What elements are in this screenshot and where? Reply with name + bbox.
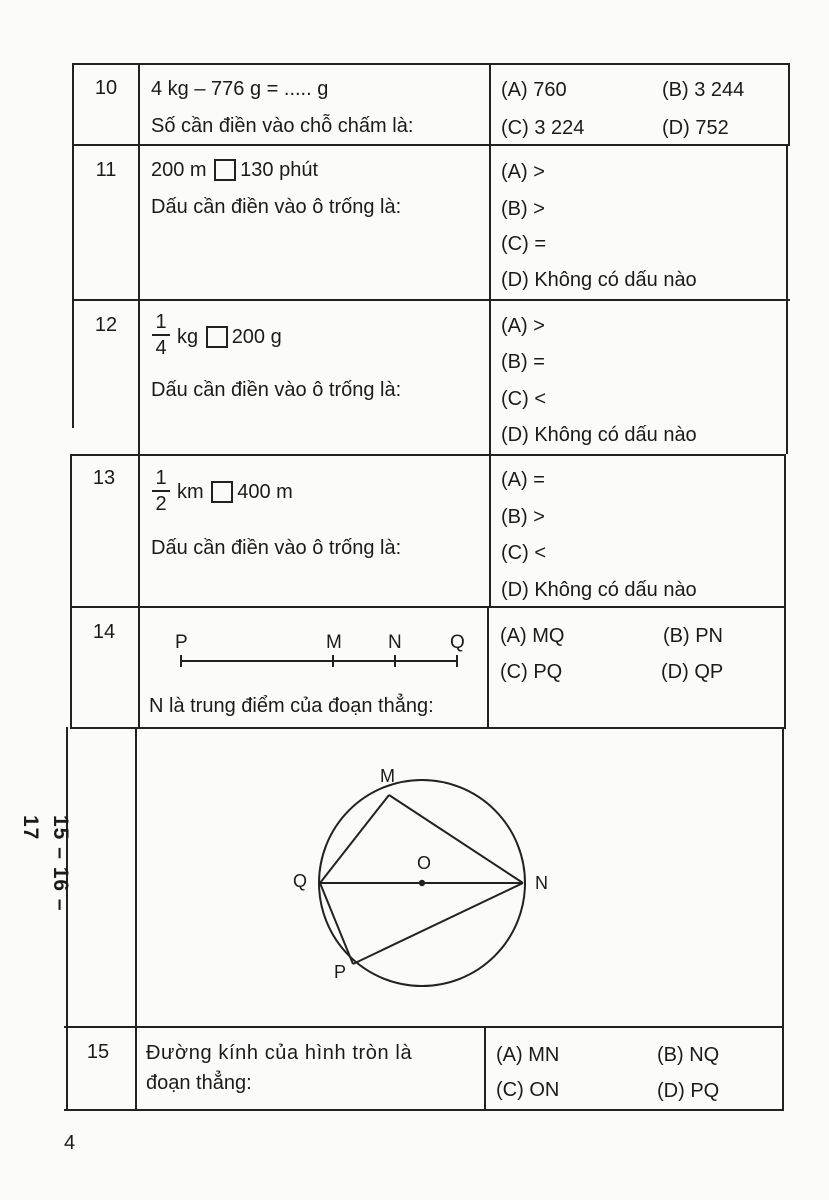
table-border: [72, 299, 790, 301]
option-c: (C) ON: [496, 1079, 560, 1101]
table-border: [788, 63, 790, 145]
table-border: [72, 63, 790, 65]
lhs-unit: km: [177, 481, 204, 503]
question-text: Đường kính của hình tròn là: [146, 1042, 413, 1064]
table-border: [487, 606, 489, 728]
table-border: [72, 144, 790, 146]
question-number: 11: [95, 159, 117, 181]
question-text: đoạn thẳng:: [146, 1072, 252, 1094]
table-border: [70, 454, 72, 729]
option-b: (B) >: [501, 198, 545, 220]
rhs-value: 200 g: [231, 326, 282, 348]
blank-box: [211, 481, 233, 503]
table-border: [484, 1026, 486, 1111]
fraction: [152, 311, 170, 359]
table-border: [64, 1026, 782, 1028]
option-a: (A) =: [501, 469, 545, 491]
option-c: (C) 3 224: [501, 117, 585, 139]
question-prompt: Dấu cần điền vào ô trống là:: [151, 537, 402, 559]
option-d: (D) Không có dấu nào: [501, 579, 697, 601]
point-label-q: Q: [450, 632, 465, 653]
table-border: [784, 454, 786, 729]
option-a: (A) MN: [496, 1044, 560, 1066]
circle-figure: [285, 755, 565, 1015]
option-d: (D) Không có dấu nào: [501, 269, 697, 291]
fraction-denominator: 2: [155, 493, 167, 515]
option-b: (B) NQ: [657, 1044, 720, 1066]
segment-figure: [160, 628, 470, 673]
lhs-unit: kg: [177, 326, 199, 348]
table-border: [489, 63, 491, 608]
page-number: 4: [64, 1132, 76, 1154]
option-a: (A) MQ: [500, 625, 565, 647]
question-prompt: Dấu cần điền vào ô trống là:: [151, 379, 402, 401]
fraction-numerator: 1: [155, 311, 167, 333]
option-c: (C) <: [501, 542, 546, 564]
option-d: (D) PQ: [657, 1080, 720, 1102]
option-c: (C) <: [501, 388, 546, 410]
comparison-expression: [151, 158, 318, 182]
point-label-m: M: [380, 766, 395, 786]
table-border: [138, 63, 140, 728]
question-number: 14: [92, 621, 116, 643]
blank-box: [214, 159, 236, 181]
question-prompt: Số cần điền vào chỗ chấm là:: [151, 115, 414, 137]
table-border: [72, 606, 784, 608]
option-b: (B) PN: [663, 625, 723, 647]
lhs-value: 200 m: [151, 159, 207, 181]
option-c: (C) PQ: [500, 661, 563, 683]
point-label-n: N: [535, 873, 548, 893]
point-label-o: O: [417, 853, 432, 873]
table-border: [64, 1109, 782, 1111]
option-b: (B) 3 244: [662, 79, 745, 101]
blank-box: [206, 326, 228, 348]
comparison-expression: [177, 325, 282, 349]
option-c: (C) =: [501, 233, 546, 255]
question-number: 10: [94, 77, 118, 99]
question-number: 13: [92, 467, 116, 489]
question-group-number: 15 – 16 – 17: [19, 815, 72, 912]
table-border: [786, 144, 788, 454]
table-border: [135, 727, 137, 1111]
option-a: (A) 760: [501, 79, 567, 101]
center-point: [419, 880, 425, 886]
chord-qm: [320, 795, 389, 883]
comparison-expression: [177, 480, 293, 504]
option-d: (D) 752: [662, 117, 729, 139]
question-number: 12: [94, 314, 118, 336]
question-number: 15: [86, 1041, 110, 1063]
point-label-q: Q: [293, 871, 308, 891]
point-label-n: N: [388, 632, 402, 653]
fraction-bar: [152, 490, 170, 492]
fraction-numerator: 1: [155, 467, 167, 489]
fraction-bar: [152, 334, 170, 336]
point-label-p: P: [175, 632, 188, 653]
point-label-m: M: [326, 632, 342, 653]
option-a: (A) >: [501, 161, 545, 183]
chord-mn: [389, 795, 523, 883]
fraction-denominator: 4: [155, 337, 167, 359]
chord-qp: [320, 883, 353, 964]
question-prompt: N là trung điểm của đoạn thẳng:: [149, 695, 434, 717]
rhs-value: 130 phút: [240, 159, 319, 181]
fraction: [152, 467, 170, 515]
option-b: (B) >: [501, 506, 545, 528]
table-border: [72, 63, 74, 428]
rhs-value: 400 m: [237, 481, 293, 503]
question-prompt: Dấu cần điền vào ô trống là:: [151, 196, 402, 218]
point-label-p: P: [334, 962, 347, 982]
option-d: (D) Không có dấu nào: [501, 424, 697, 446]
option-a: (A) >: [501, 315, 545, 337]
table-border: [72, 454, 786, 456]
option-b: (B) =: [501, 351, 545, 373]
option-d: (D) QP: [661, 661, 724, 683]
question-text: 4 kg – 776 g = ..... g: [151, 78, 329, 100]
table-border: [70, 727, 784, 729]
table-border: [782, 727, 784, 1111]
